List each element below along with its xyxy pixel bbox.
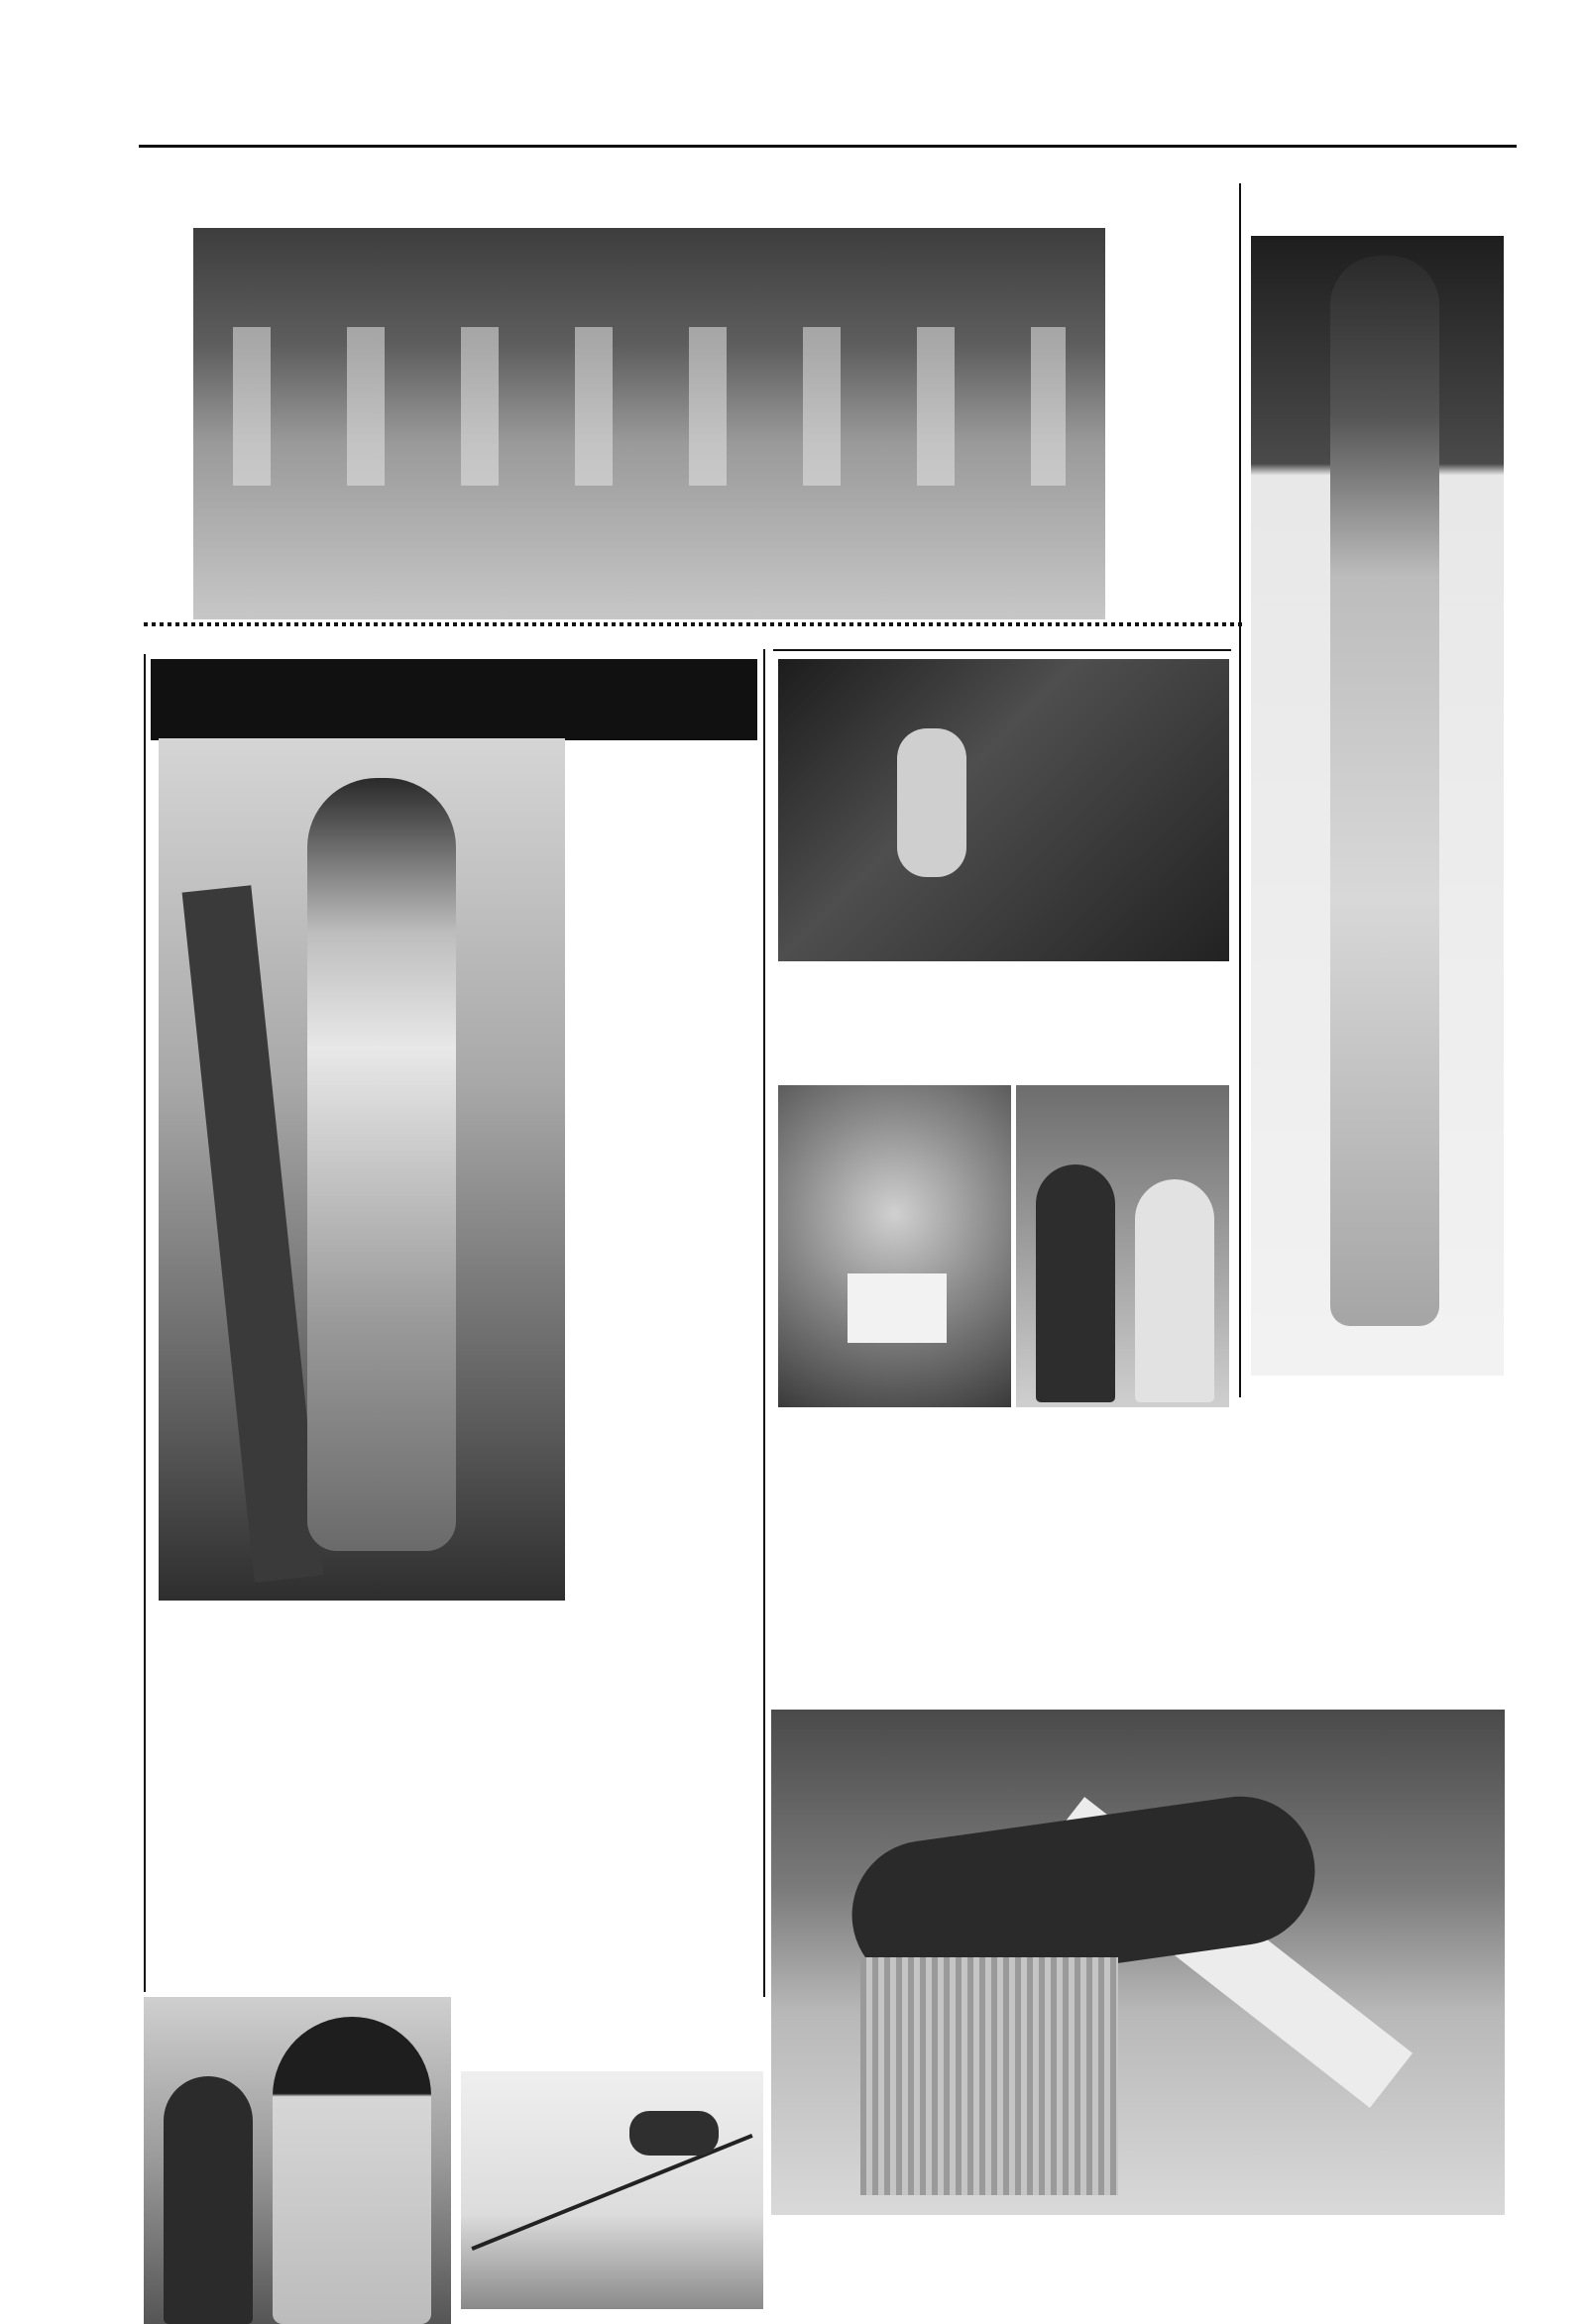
photo-waterski-figure: [307, 778, 456, 1551]
photo-england-wedding-man: [164, 2076, 253, 2324]
cyclone-col-3: [1069, 2220, 1205, 2279]
photo-bald-man-mask: [848, 1273, 947, 1343]
photo-dog: [461, 2071, 763, 2309]
lasvegas-rule-top: [773, 649, 1231, 651]
masthead: [139, 117, 1507, 147]
cyclone-col-1: [771, 2220, 908, 2279]
divider-wavy: [144, 622, 1244, 626]
headline-cyclone: [783, 1586, 1517, 1695]
photo-wedding: [1016, 1085, 1229, 1407]
cyclone-col-5: [1366, 2220, 1503, 2279]
sidebar-border-left: [1239, 183, 1241, 1397]
masthead-rule: [139, 145, 1517, 148]
photo-england-wedding: [144, 1997, 451, 2324]
caption-bald: [778, 1417, 1011, 1581]
cyclone-col-4: [1217, 2220, 1354, 2279]
photo-waterski: [159, 738, 565, 1601]
waterski-border-left: [144, 654, 146, 1992]
caption-model: [1251, 1392, 1504, 1586]
headline-dogs: [456, 2002, 763, 2061]
headline-nudists: [147, 159, 1227, 214]
photo-lasvegas: [778, 659, 1229, 961]
photo-airplane-hangar: [860, 1957, 1118, 2195]
caption-wedding: [1016, 1417, 1229, 1581]
sidebar-model-label: [1251, 198, 1469, 228]
photo-wedding-woman-dark: [1036, 1164, 1115, 1402]
photo-airplane: [771, 1710, 1505, 2215]
photo-model: [1251, 236, 1504, 1376]
cyclone-col-2: [920, 2220, 1057, 2279]
photo-nudists-figures: [233, 327, 1066, 486]
photo-wedding-woman-light: [1135, 1179, 1214, 1402]
photo-lasvegas-dancer: [897, 728, 966, 877]
photo-bald-man: [778, 1085, 1011, 1407]
caption-nudists: [1118, 253, 1235, 624]
waterski-border-right: [763, 649, 765, 1997]
photo-dog-body: [629, 2111, 719, 2156]
banner-waterski: [151, 659, 757, 740]
caption-lasvegas: [778, 966, 1229, 1075]
photo-model-figure: [1330, 256, 1439, 1326]
photo-waterski-ski: [182, 885, 324, 1582]
photo-nudists: [193, 228, 1105, 619]
photo-england-wedding-woman: [273, 2017, 431, 2324]
body-waterski: [575, 778, 758, 1967]
